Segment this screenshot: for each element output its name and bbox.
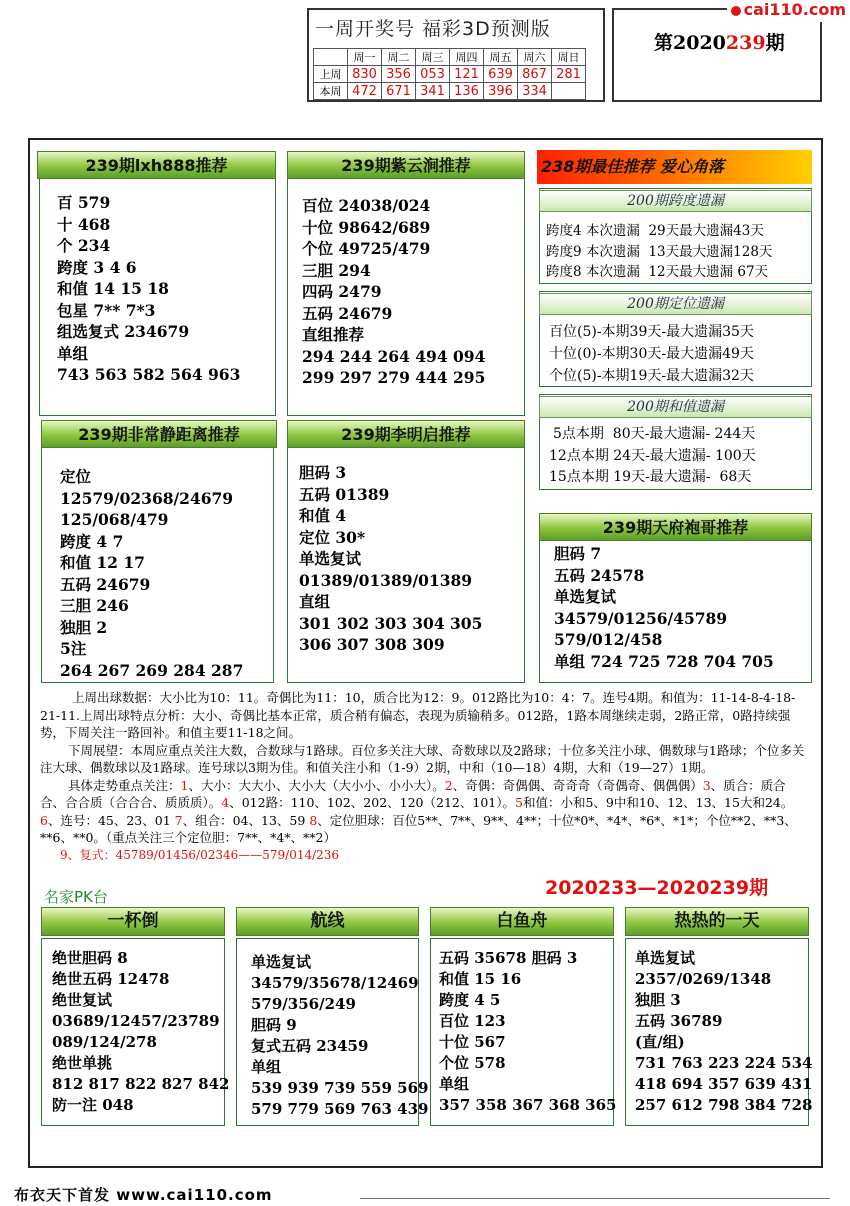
draw-number: 396 [484,83,518,100]
pk-col-4 [625,938,813,1126]
pos-miss-title: 200期定位遗漏 [539,293,812,315]
span-miss-title: 200期跨度遗漏 [539,190,812,212]
day-header: 周四 [450,49,484,66]
sum-miss-row: 15点本期 19天-最大遗漏- 68天 [549,469,752,485]
ziyunjian-content: 百位 24038/024 十位 98642/689 个位 49725/479 三胆 294 四码 2479 五码 24679 直组推荐 294 244 264 494 094 299 297 279 444 295 [302,196,486,387]
draw-number: 136 [450,83,484,100]
jingjuli-content: 定位 12579/02368/24679 125/068/479 跨度 4 7 和值 12 17 五码 24679 三胆 246 独胆 2 5注 264 267 269 284 287 [60,467,244,680]
pk-label: 名家PK台 [44,888,108,906]
row-label: 上周 [314,66,348,83]
pk-col-1-content: 绝世胆码 8 绝世五码 12478 绝世复试 03689/12457/23789 089/124/278 绝世单挑 812 817 822 827 842 防一注 048 [52,949,230,1114]
draw-number: 053 [416,66,450,83]
draw-number: 334 [518,83,552,100]
issue-panel [612,8,822,102]
day-header: 周六 [518,49,552,66]
pk-col-2 [236,938,429,1126]
logo-dot-icon [731,6,741,16]
this-week-row [314,83,586,100]
pk-col-1 [41,938,230,1126]
pos-miss-row: 百位(5)-本期39天-最大遗漏35天 [549,324,754,340]
ziyunjian-box [287,178,525,416]
draw-number: 341 [416,83,450,100]
sum-miss-title: 200期和值遗漏 [539,396,812,418]
days-row [314,49,586,66]
tianfu-title: 239期天府袍哥推荐 [539,513,812,541]
weekly-draw-table [313,48,586,100]
draw-number: 830 [348,66,382,83]
pk-col-3 [430,938,617,1126]
day-header: 周三 [416,49,450,66]
pk-col-3-title: 白鱼舟 [430,907,614,936]
weekly-draw-panel [307,8,605,102]
draw-number: 671 [382,83,416,100]
liminqi-content: 胆码 3 五码 01389 和值 4 定位 30* 单选复试 01389/01389/01389 直组 301 302 303 304 305 306 307 308 309 [299,463,483,654]
span-miss-row: 跨度4 本次遗漏 29天最大遗漏43天 [546,223,764,239]
sum-miss-row: 5点本期 80天-最大遗漏- 244天 [553,426,756,442]
pos-miss-row: 个位(5)-本期19天-最大遗漏32天 [549,368,754,384]
day-header: 周一 [348,49,382,66]
analysis-para-1: 上周出球数据：大小比为10：11。奇偶比为11：10，质合比为12：9。012路比为10：4：7。连号4期。和值为：11-14-8-4-18-21-11.上周出球特点分析：大小、奇偶比基本正常，质合稍有偏态，表现为质输稍多。012路，1路本周继续走弱，2路正常，0路持续强势，下周关注一路回补。和值主要11-18之间。 [40,690,796,740]
sum-miss-row: 12点本期 24天-最大遗漏- 100天 [549,448,756,464]
day-header: 周二 [382,49,416,66]
ziyunjian-title: 239期紫云涧推荐 [287,151,525,179]
lxh888-title: 239期lxh888推荐 [37,151,276,179]
day-header: 周日 [552,49,586,66]
liminqi-title: 239期李明启推荐 [287,420,525,448]
tianfu-content: 胆码 7 五码 24578 单选复试 34579/01256/45789 579/012/458 单组 724 725 728 704 705 [554,544,774,671]
analysis-text [40,689,810,864]
analysis-para-4: 9、复式：45789/01456/02346——579/014/236 [60,847,340,862]
love-corner-title: 238期最佳推荐 爱心角落 [537,150,812,184]
last-week-row [314,66,586,83]
footer-text: 布衣天下首发 www.cai110.com [14,1186,273,1204]
draw-number: 472 [348,83,382,100]
pk-col-2-content: 单选复试 34579/35678/12469 579/356/249 胆码 9 复式五码 23459 单组 539 939 739 559 569 579 779 569 763 439 [251,953,429,1118]
lxh888-content: 百 579 十 468 个 234 跨度 3 4 6 和值 14 15 18 包星 7** 7*3 组选复式 234679 单组 743 563 582 564 963 [57,193,241,384]
draw-number: 639 [484,66,518,83]
span-miss-row: 跨度9 本次遗漏 13天最大遗漏128天 [546,244,773,260]
jingjuli-box [41,447,274,683]
site-logo[interactable]: cai110.com [727,0,850,22]
tianfu-box [539,539,812,683]
issue-number: 第2020239期 [654,32,785,54]
analysis-para-3: 具体走势重点关注：1、大小：大大小、大小大（大小小、小小大）。2、奇偶：奇偶偶、奇奇奇（奇偶奇、偶偶偶）3、质合：质合合、合合质（合合合、质质质）。4、012路：110、102、202、120（212、101）。5和值：小和5、9中和10、12、13、15大和24。6、连号：45、23、01 7、组合：04、13、59 8、定位胆球：百位5**、7**、9**、4**；十位*0*、*4*、*6*、*1*；个位**2、**3、**6、**0。（重点关注三个定位胆：7**、*4*、**2） [40,777,797,845]
footer-divider [360,1198,830,1199]
weekly-title: 一周开奖号 福彩3D预测版 [315,18,551,40]
pk-col-4-title: 热热的一天 [625,907,809,936]
draw-number [552,83,586,100]
jingjuli-title: 239期非常静距离推荐 [41,420,277,448]
draw-number: 867 [518,66,552,83]
pk-col-4-content: 单选复试 2357/0269/1348 独胆 3 五码 36789 (直/组) 731 763 223 224 534 418 694 357 639 431 257 612 798 384 728 [635,949,813,1114]
draw-number: 281 [552,66,586,83]
pk-col-2-title: 航线 [236,907,419,936]
analysis-para-2: 下周展望：本周应重点关注大数，合数球与1路球。百位多关注大球、奇数球以及2路球；十位多关注小球、偶数球与1路球；个位多关注大球、偶数球以及1路球。连号球以3期为佳。和值关注小和（1-9）2期，中和（10—18）4期，大和（19—27）1期。 [40,742,805,775]
draw-number: 121 [450,66,484,83]
pk-range: 2020233—2020239期 [545,877,769,899]
day-header: 周五 [484,49,518,66]
row-label: 本周 [314,83,348,100]
pk-col-3-content: 五码 35678 胆码 3 和值 15 16 跨度 4 5 百位 123 十位 567 个位 578 单组 357 358 367 368 365 [439,949,617,1114]
pos-miss-row: 十位(0)-本期30天-最大遗漏49天 [549,346,754,362]
span-miss-row: 跨度8 本次遗漏 12天最大遗漏 67天 [546,264,769,280]
lxh888-box [39,178,276,416]
draw-number: 356 [382,66,416,83]
liminqi-box [287,447,525,683]
pk-col-1-title: 一杯倒 [41,907,225,936]
